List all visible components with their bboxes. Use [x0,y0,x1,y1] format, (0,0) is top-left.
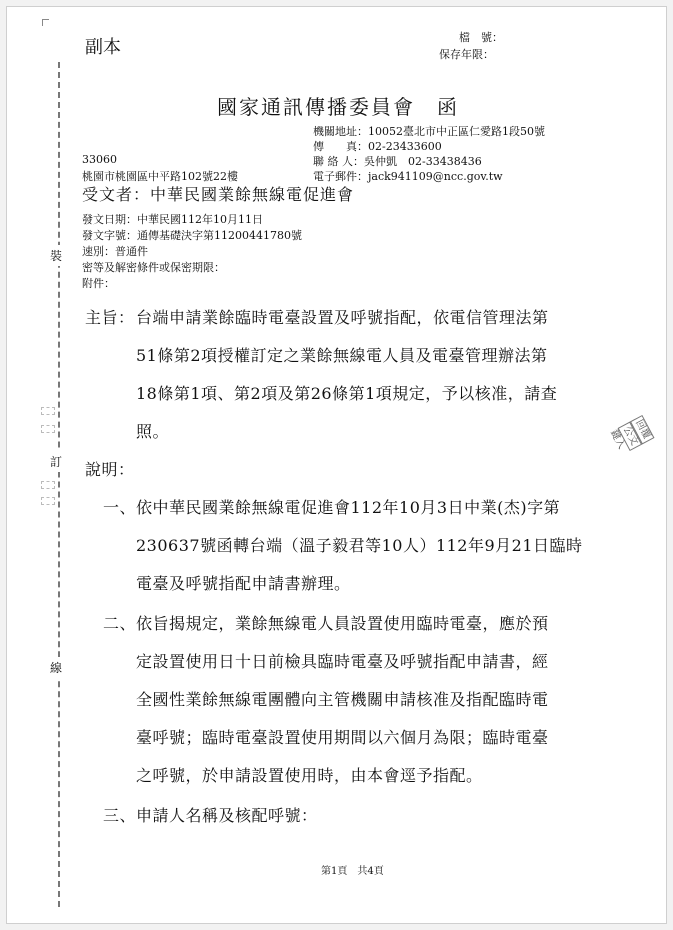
attachment: 附件： [82,277,115,290]
contact-email: 電子郵件：jack941109@ncc.gov.tw [313,170,503,183]
subject-line: 18條第1項、第2項及第26條第1項規定，予以核准，請查 [136,384,558,403]
subject-line: 台端申請業餘臨時電臺設置及呼號指配，依電信管理法第 [136,308,549,327]
issue-date: 發文日期：中華民國112年10月11日 [82,213,263,226]
stamp-text: 回覆 [630,415,655,445]
stamp-text: 鍵入 [607,428,627,451]
binding-dashed-line [58,62,60,907]
explanation-item-number: 三、 [103,806,137,825]
secrecy-level: 密等及解密條件或保密期限： [82,261,225,274]
subject-line: 照。 [136,422,170,441]
delivery-speed: 速別：普通件 [82,245,148,258]
binding-label-top: 裝 [50,245,62,266]
processing-stamp [588,415,671,497]
page-corner-mark [42,19,49,26]
stamp-text: 公文 [618,422,643,452]
binding-label-bottom: 線 [50,657,62,678]
punch-hole-mark [41,425,55,433]
fax-number: 傳 真：02-23433600 [313,140,442,153]
file-number-label: 檔 號： [459,31,503,44]
punch-hole-mark [41,481,55,489]
explanation-item-number: 二、 [103,614,137,633]
document-page [6,6,667,924]
contact-person: 聯 絡 人：吳仲凱 02-33438436 [313,155,482,168]
explanation-line: 依中華民國業餘無線電促進會112年10月3日中業(杰)字第 [136,498,561,517]
explanation-line: 230637號函轉台端（溫子毅君等10人）112年9月21日臨時 [136,536,583,555]
punch-hole-mark [41,407,55,415]
punch-hole-mark [41,497,55,505]
subject-line: 51條第2項授權訂定之業餘無線電人員及電臺管理辦法第 [136,346,548,365]
explanation-line: 電臺及呼號指配申請書辦理。 [136,574,351,593]
copy-mark: 副本 [85,37,121,58]
explanation-item-number: 一、 [103,498,137,517]
recipient-postal-code: 33060 [82,153,117,166]
page-number: 第1頁 共4頁 [321,866,384,877]
explanation-label: 說明： [85,460,135,479]
subject-label: 主旨： [85,308,135,327]
explanation-line: 之呼號，於申請設置使用時，由本會逕予指配。 [136,766,483,785]
retention-label: 保存年限： [439,48,494,61]
recipient: 受文者：中華民國業餘無線電促進會 [82,185,355,204]
document-title: 國家通訊傳播委員會 函 [217,95,459,119]
explanation-line: 依旨揭規定，業餘無線電人員設置使用臨時電臺，應於預 [136,614,549,633]
agency-address: 機關地址：10052臺北市中正區仁愛路1段50號 [313,125,545,138]
explanation-line: 全國性業餘無線電團體向主管機關申請核准及指配臨時電 [136,690,549,709]
explanation-line: 定設置使用日十日前檢具臨時電臺及呼號指配申請書，經 [136,652,549,671]
explanation-line: 申請人名稱及核配呼號： [136,806,318,825]
explanation-line: 臺呼號；臨時電臺設置使用期間以六個月為限；臨時電臺 [136,728,549,747]
binding-label-middle: 訂 [50,451,62,472]
recipient-address: 桃園市桃園區中平路102號22樓 [82,170,238,183]
document-number: 發文字號：通傳基礎決字第11200441780號 [82,229,302,242]
